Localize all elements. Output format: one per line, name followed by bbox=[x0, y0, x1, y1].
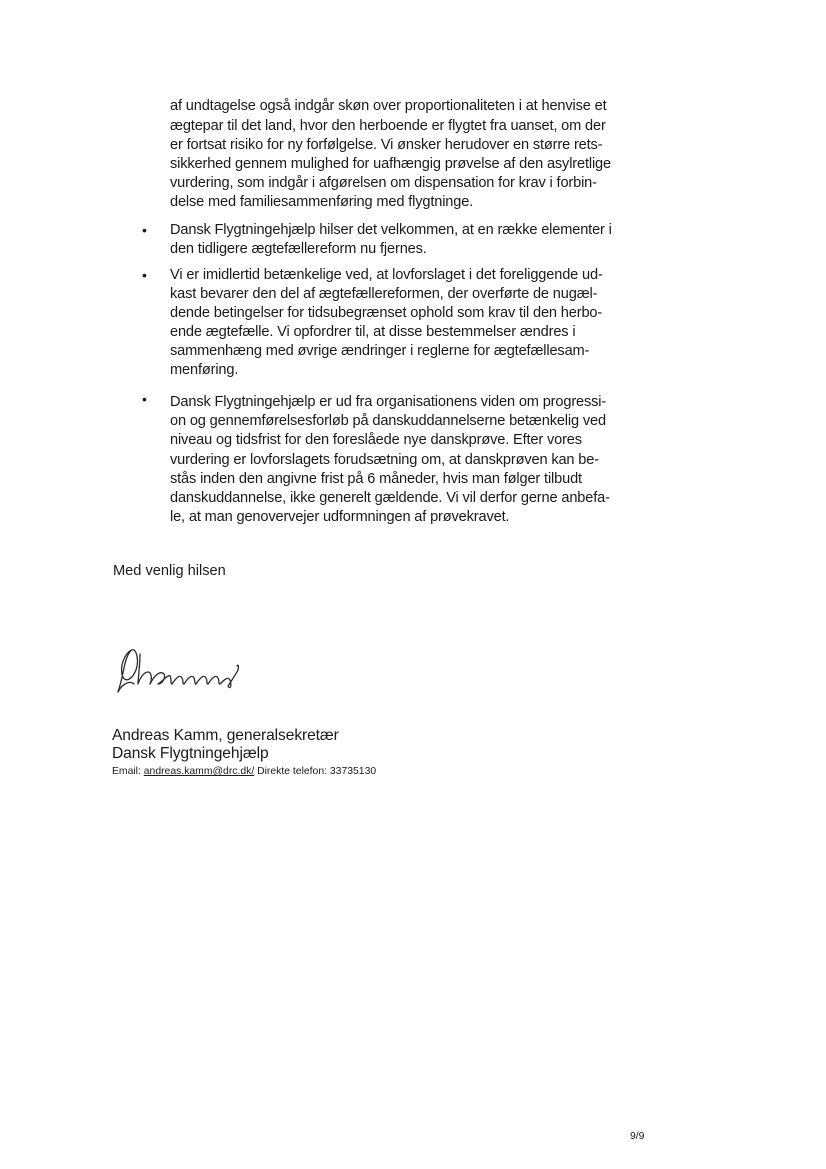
phone-label: Direkte telefon: bbox=[257, 766, 327, 777]
paragraph-line: sikkerhed gennem mulighed for uafhængig prøvelse af den asylretlige bbox=[170, 156, 611, 172]
paragraph-line: on og gennemførelsesforløb på danskuddannelserne betænkelig ved bbox=[170, 413, 606, 429]
paragraph-line: kast bevarer den del af ægtefællereformen, der overførte de nugæl- bbox=[170, 286, 598, 302]
phone-number: 33735130 bbox=[329, 766, 377, 777]
organization-name: Dansk Flygtningehjælp bbox=[112, 745, 269, 762]
bullet-marker: • bbox=[142, 222, 147, 238]
handwritten-signature bbox=[112, 640, 252, 702]
paragraph-line: vurdering, som indgår i afgørelsen om dispensation for krav i forbin- bbox=[170, 175, 597, 191]
contact-line bbox=[112, 765, 376, 779]
paragraph-line: er fortsat risiko for ny forfølgelse. Vi ønsker herudover en større rets- bbox=[170, 137, 603, 153]
page-number: 9/9 bbox=[630, 1131, 645, 1142]
paragraph-line: menføring. bbox=[170, 362, 239, 378]
bullet-marker: • bbox=[142, 267, 147, 283]
paragraph-line: ægtepar til det land, hvor den herboende er flygtet fra uanset, om der bbox=[170, 118, 606, 134]
email-label: Email: bbox=[112, 766, 141, 777]
paragraph-line: Dansk Flygtningehjælp er ud fra organisationens viden om progressi- bbox=[170, 394, 607, 410]
signatory-name-title: Andreas Kamm, generalsekretær bbox=[112, 727, 339, 744]
paragraph-line: Dansk Flygtningehjælp hilser det velkommen, at en række elementer i bbox=[170, 222, 612, 238]
bullet-marker: • bbox=[142, 391, 147, 407]
paragraph-line: danskuddannelse, ikke generelt gældende. Vi vil derfor gerne anbefa- bbox=[170, 490, 610, 506]
email-link[interactable]: andreas.kamm@drc.dk/ bbox=[143, 766, 255, 777]
paragraph-line: Vi er imidlertid betænkelige ved, at lovforslaget i det foreliggende ud- bbox=[170, 267, 603, 283]
paragraph-line: af undtagelse også indgår skøn over proportionaliteten i at henvise et bbox=[170, 98, 607, 114]
paragraph-line: vurdering er lovforslagets forudsætning om, at danskprøven kan be- bbox=[170, 452, 599, 468]
paragraph-line: le, at man genovervejer udformningen af prøvekravet. bbox=[170, 509, 510, 525]
paragraph-line: ende ægtefælle. Vi opfordrer til, at disse bestemmelser ændres i bbox=[170, 324, 576, 340]
paragraph-line: niveau og tidsfrist for den foreslåede nye danskprøve. Efter vores bbox=[170, 432, 582, 448]
closing-salutation: Med venlig hilsen bbox=[113, 563, 226, 579]
paragraph-line: sammenhæng med øvrige ændringer i reglerne for ægtefællesam- bbox=[170, 343, 590, 359]
paragraph-line: delse med familiesammenføring med flygtninge. bbox=[170, 194, 474, 210]
paragraph-line: den tidligere ægtefællereform nu fjernes. bbox=[170, 241, 427, 257]
paragraph-line: stås inden den angivne frist på 6 måneder, hvis man følger tilbudt bbox=[170, 471, 582, 487]
paragraph-line: dende betingelser for tidsubegrænset ophold som krav til den herbo- bbox=[170, 305, 603, 321]
